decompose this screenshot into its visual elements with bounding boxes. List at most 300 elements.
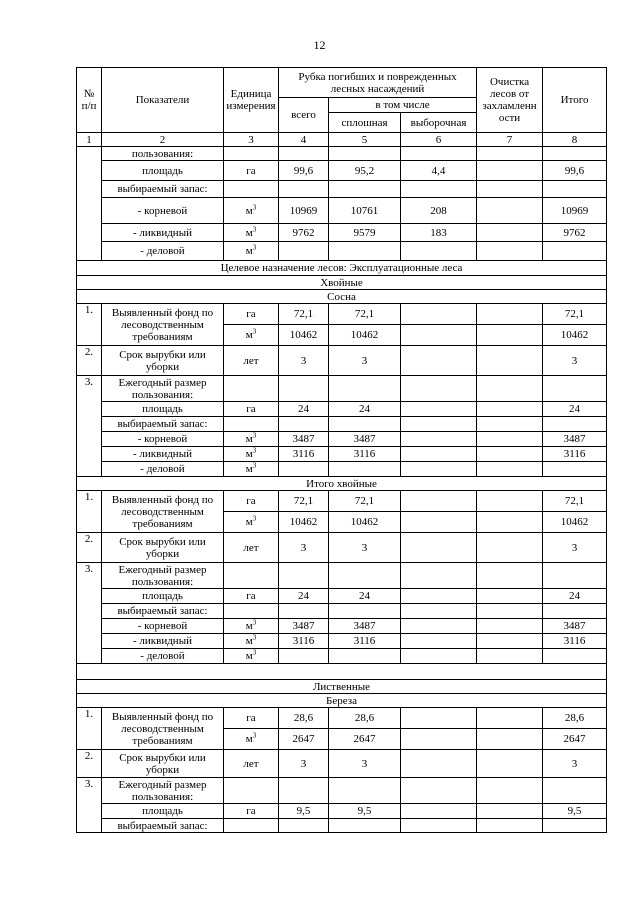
value-cell [401, 325, 477, 346]
value-cell [477, 304, 543, 325]
value-cell [477, 325, 543, 346]
value-cell: 3116 [329, 634, 401, 649]
value-cell: 72,1 [329, 304, 401, 325]
unit-cell [224, 778, 279, 804]
table-row [77, 417, 607, 432]
value-cell [477, 649, 543, 664]
value-cell [477, 533, 543, 563]
value-cell [279, 819, 329, 833]
value-cell: 208 [401, 198, 477, 224]
value-cell: 3487 [329, 432, 401, 447]
section-row [77, 276, 607, 290]
value-cell [401, 147, 477, 161]
unit-cell: га [224, 708, 279, 729]
value-cell: 3487 [543, 432, 607, 447]
row-label: Ежегодный размер пользования: [102, 563, 224, 589]
value-cell [279, 181, 329, 198]
value-cell [401, 304, 477, 325]
unit-superscript: 3 [252, 648, 257, 657]
table-row [77, 402, 607, 417]
value-cell [279, 242, 329, 261]
value-cell: 3116 [329, 447, 401, 462]
value-cell [329, 819, 401, 833]
section-pine: Сосна [77, 290, 607, 304]
row-label: - ликвидный [102, 447, 224, 462]
page-number: 12 [313, 38, 326, 52]
value-cell [477, 750, 543, 778]
num-cell: 3. [77, 563, 102, 664]
value-cell: 72,1 [279, 304, 329, 325]
unit-label: м [245, 463, 253, 475]
header-row [77, 68, 607, 98]
value-cell [477, 804, 543, 819]
value-cell [543, 242, 607, 261]
value-cell: 3 [543, 750, 607, 778]
row-label: - деловой [102, 242, 224, 261]
value-cell [401, 804, 477, 819]
row-label: площадь [102, 589, 224, 604]
unit-label: м [245, 733, 253, 745]
unit-cell: га [224, 161, 279, 181]
value-cell: 3 [279, 750, 329, 778]
row-label: - корневой [102, 432, 224, 447]
section-row [77, 680, 607, 694]
value-cell: 24 [329, 402, 401, 417]
value-cell: 28,6 [329, 708, 401, 729]
table-row [77, 224, 607, 242]
section-conifers: Хвойные [77, 276, 607, 290]
unit-label: м [245, 245, 253, 257]
value-cell [401, 604, 477, 619]
col-num: 5 [329, 133, 401, 147]
value-cell [401, 181, 477, 198]
header-felling: Рубка погибших и поврежденных лесных насаждений [279, 68, 477, 98]
value-cell [329, 563, 401, 589]
row-label: - корневой [102, 198, 224, 224]
unit-superscript: 3 [252, 243, 257, 252]
row-label: Срок вырубки или уборки [102, 346, 224, 376]
unit-superscript: 3 [252, 327, 257, 336]
value-cell: 9,5 [329, 804, 401, 819]
value-cell: 3 [543, 346, 607, 376]
unit-cell [224, 634, 279, 649]
value-cell: 28,6 [279, 708, 329, 729]
value-cell: 3116 [543, 634, 607, 649]
unit-label: м [245, 516, 253, 528]
table-row [77, 604, 607, 619]
row-label: Ежегодный размер пользования: [102, 376, 224, 402]
row-label: выбираемый запас: [102, 417, 224, 432]
row-label: Выявленный фонд по лесоводственным требованиям [102, 491, 224, 533]
value-cell [329, 242, 401, 261]
value-cell: 3 [329, 346, 401, 376]
table-row [77, 376, 607, 402]
unit-cell [224, 198, 279, 224]
unit-label: м [245, 635, 253, 647]
value-cell [477, 512, 543, 533]
felling-table [76, 67, 607, 833]
row-label: Срок вырубки или уборки [102, 750, 224, 778]
value-cell [329, 181, 401, 198]
value-cell: 3487 [279, 432, 329, 447]
value-cell [543, 563, 607, 589]
col-num: 1 [77, 133, 102, 147]
value-cell [401, 533, 477, 563]
table-row [77, 634, 607, 649]
col-num: 3 [224, 133, 279, 147]
value-cell [329, 462, 401, 477]
section-row [77, 261, 607, 276]
row-label: выбираемый запас: [102, 181, 224, 198]
unit-superscript: 3 [252, 202, 257, 211]
header-clearing: Очистка лесов от захламленн ости [477, 68, 543, 133]
unit-cell: лет [224, 533, 279, 563]
value-cell: 9,5 [543, 804, 607, 819]
value-cell [543, 462, 607, 477]
value-cell [477, 447, 543, 462]
table-row [77, 462, 607, 477]
row-label: площадь [102, 161, 224, 181]
row-label: Выявленный фонд по лесоводственным требованиям [102, 708, 224, 750]
value-cell [279, 462, 329, 477]
table-row [77, 491, 607, 512]
unit-cell: га [224, 589, 279, 604]
value-cell: 28,6 [543, 708, 607, 729]
table-row [77, 161, 607, 181]
row-label: площадь [102, 402, 224, 417]
table-row [77, 750, 607, 778]
value-cell: 72,1 [279, 491, 329, 512]
value-cell [401, 432, 477, 447]
value-cell [477, 619, 543, 634]
value-cell: 3 [279, 346, 329, 376]
table-row [77, 589, 607, 604]
value-cell [279, 778, 329, 804]
unit-cell [224, 325, 279, 346]
value-cell: 10462 [279, 325, 329, 346]
header-total: всего [279, 98, 329, 133]
value-cell: 2647 [329, 729, 401, 750]
value-cell [401, 819, 477, 833]
value-cell: 24 [279, 402, 329, 417]
unit-cell [224, 462, 279, 477]
value-cell [401, 750, 477, 778]
col-num: 4 [279, 133, 329, 147]
row-label: - ликвидный [102, 634, 224, 649]
value-cell: 3116 [279, 634, 329, 649]
value-cell: 2647 [543, 729, 607, 750]
value-cell [477, 417, 543, 432]
unit-cell [224, 242, 279, 261]
value-cell [477, 563, 543, 589]
value-cell [279, 563, 329, 589]
unit-label: м [245, 329, 253, 341]
value-cell: 3487 [543, 619, 607, 634]
value-cell [477, 491, 543, 512]
value-cell [477, 708, 543, 729]
spacer-row [77, 664, 607, 680]
value-cell: 3116 [543, 447, 607, 462]
value-cell [401, 491, 477, 512]
value-cell [477, 147, 543, 161]
value-cell: 3 [329, 533, 401, 563]
table-row [77, 649, 607, 664]
value-cell [477, 198, 543, 224]
value-cell: 10761 [329, 198, 401, 224]
unit-cell [224, 619, 279, 634]
num-cell: 2. [77, 533, 102, 563]
header-selective: выборочная [401, 113, 477, 133]
section-row [77, 477, 607, 491]
unit-cell [224, 181, 279, 198]
row-label: - ликвидный [102, 224, 224, 242]
table-row [77, 304, 607, 325]
unit-cell [224, 224, 279, 242]
unit-superscript: 3 [252, 446, 257, 455]
unit-cell [224, 604, 279, 619]
row-label: пользования: [102, 147, 224, 161]
value-cell [477, 819, 543, 833]
value-cell [401, 346, 477, 376]
value-cell [401, 634, 477, 649]
table-row [77, 242, 607, 261]
num-cell: 3. [77, 778, 102, 833]
table-row [77, 181, 607, 198]
table-row [77, 147, 607, 161]
value-cell [279, 604, 329, 619]
value-cell [477, 376, 543, 402]
value-cell: 4,4 [401, 161, 477, 181]
value-cell [477, 778, 543, 804]
unit-label: м [245, 204, 253, 217]
value-cell [477, 634, 543, 649]
num-cell: 1. [77, 304, 102, 346]
value-cell [401, 512, 477, 533]
unit-cell [224, 147, 279, 161]
value-cell: 183 [401, 224, 477, 242]
value-cell: 72,1 [329, 491, 401, 512]
table-row [77, 346, 607, 376]
unit-cell [224, 512, 279, 533]
section-row [77, 290, 607, 304]
section-purpose: Целевое назначение лесов: Эксплуатационные леса [77, 261, 607, 276]
value-cell [401, 649, 477, 664]
value-cell [477, 181, 543, 198]
unit-superscript: 3 [252, 461, 257, 470]
value-cell [477, 402, 543, 417]
value-cell: 10969 [279, 198, 329, 224]
unit-label: м [245, 226, 253, 239]
section-conifers-total: Итого хвойные [77, 477, 607, 491]
value-cell: 99,6 [543, 161, 607, 181]
unit-superscript: 3 [252, 618, 257, 627]
value-cell: 95,2 [329, 161, 401, 181]
value-cell [329, 417, 401, 432]
col-num: 8 [543, 133, 607, 147]
row-label: выбираемый запас: [102, 604, 224, 619]
table-row [77, 804, 607, 819]
value-cell [477, 462, 543, 477]
header-including: в том числе [329, 98, 477, 113]
value-cell [477, 589, 543, 604]
value-cell [401, 708, 477, 729]
unit-superscript: 3 [252, 633, 257, 642]
value-cell [401, 589, 477, 604]
column-numbers-row [77, 133, 607, 147]
table-row [77, 619, 607, 634]
num-cell: 2. [77, 346, 102, 376]
value-cell [279, 147, 329, 161]
unit-cell [224, 417, 279, 432]
value-cell: 3116 [279, 447, 329, 462]
value-cell [279, 649, 329, 664]
unit-cell: га [224, 304, 279, 325]
value-cell: 9,5 [279, 804, 329, 819]
unit-cell [224, 563, 279, 589]
col-num: 7 [477, 133, 543, 147]
value-cell [543, 147, 607, 161]
value-cell: 2647 [279, 729, 329, 750]
value-cell: 24 [543, 402, 607, 417]
value-cell [477, 432, 543, 447]
unit-superscript: 3 [252, 514, 257, 523]
unit-label: м [245, 620, 253, 632]
value-cell [329, 147, 401, 161]
value-cell [477, 604, 543, 619]
value-cell [401, 729, 477, 750]
value-cell: 10969 [543, 198, 607, 224]
value-cell [401, 462, 477, 477]
value-cell [477, 224, 543, 242]
value-cell: 3 [279, 533, 329, 563]
header-unit: Единица измерения [224, 68, 279, 133]
value-cell [477, 161, 543, 181]
value-cell [401, 778, 477, 804]
value-cell [329, 649, 401, 664]
value-cell [543, 778, 607, 804]
unit-cell [224, 376, 279, 402]
value-cell [279, 376, 329, 402]
value-cell: 10462 [543, 325, 607, 346]
spacer-cell [77, 664, 607, 680]
value-cell [329, 778, 401, 804]
value-cell: 99,6 [279, 161, 329, 181]
value-cell [477, 729, 543, 750]
table-row [77, 447, 607, 462]
unit-superscript: 3 [252, 224, 257, 233]
value-cell [401, 242, 477, 261]
section-birch: Береза [77, 694, 607, 708]
row-label: площадь [102, 804, 224, 819]
value-cell [329, 604, 401, 619]
header-clear: сплошная [329, 113, 401, 133]
value-cell: 3487 [279, 619, 329, 634]
value-cell [543, 604, 607, 619]
row-label: Выявленный фонд по лесоводственным требованиям [102, 304, 224, 346]
value-cell [543, 417, 607, 432]
unit-cell: га [224, 402, 279, 417]
table-row [77, 708, 607, 729]
row-label: выбираемый запас: [102, 819, 224, 833]
unit-cell: га [224, 491, 279, 512]
value-cell [477, 346, 543, 376]
row-label: Срок вырубки или уборки [102, 533, 224, 563]
header-result: Итого [543, 68, 607, 133]
col-num: 6 [401, 133, 477, 147]
value-cell [401, 376, 477, 402]
value-cell [401, 563, 477, 589]
unit-cell: га [224, 804, 279, 819]
unit-cell [224, 729, 279, 750]
row-label: - деловой [102, 462, 224, 477]
value-cell: 9762 [279, 224, 329, 242]
value-cell: 10462 [279, 512, 329, 533]
unit-label: м [245, 650, 253, 662]
value-cell [401, 447, 477, 462]
table-row [77, 819, 607, 833]
value-cell: 10462 [329, 512, 401, 533]
value-cell: 24 [543, 589, 607, 604]
value-cell: 72,1 [543, 491, 607, 512]
header-indicators: Показатели [102, 68, 224, 133]
value-cell: 9579 [329, 224, 401, 242]
unit-cell [224, 819, 279, 833]
col-num: 2 [102, 133, 224, 147]
value-cell [401, 417, 477, 432]
table-row [77, 563, 607, 589]
table-row [77, 432, 607, 447]
row-label: - корневой [102, 619, 224, 634]
value-cell: 24 [279, 589, 329, 604]
value-cell: 10462 [329, 325, 401, 346]
num-cell: 1. [77, 491, 102, 533]
table-row [77, 778, 607, 804]
row-label: Ежегодный размер пользования: [102, 778, 224, 804]
value-cell [329, 376, 401, 402]
header-num: № п/п [77, 68, 102, 133]
section-deciduous: Лиственные [77, 680, 607, 694]
unit-cell: лет [224, 750, 279, 778]
table-row [77, 198, 607, 224]
num-cell: 3. [77, 376, 102, 477]
unit-cell [224, 432, 279, 447]
value-cell [401, 619, 477, 634]
value-cell: 3 [329, 750, 401, 778]
num-cell: 1. [77, 708, 102, 750]
unit-cell: лет [224, 346, 279, 376]
unit-label: м [245, 433, 253, 445]
num-cell [77, 147, 102, 261]
value-cell [543, 819, 607, 833]
value-cell [543, 649, 607, 664]
unit-cell [224, 649, 279, 664]
value-cell: 10462 [543, 512, 607, 533]
value-cell: 3 [543, 533, 607, 563]
unit-cell [224, 447, 279, 462]
unit-superscript: 3 [252, 731, 257, 740]
value-cell [543, 181, 607, 198]
value-cell: 9762 [543, 224, 607, 242]
value-cell: 3487 [329, 619, 401, 634]
num-cell: 2. [77, 750, 102, 778]
value-cell [401, 402, 477, 417]
value-cell: 72,1 [543, 304, 607, 325]
section-row [77, 694, 607, 708]
unit-superscript: 3 [252, 431, 257, 440]
value-cell: 24 [329, 589, 401, 604]
value-cell [279, 417, 329, 432]
value-cell [543, 376, 607, 402]
